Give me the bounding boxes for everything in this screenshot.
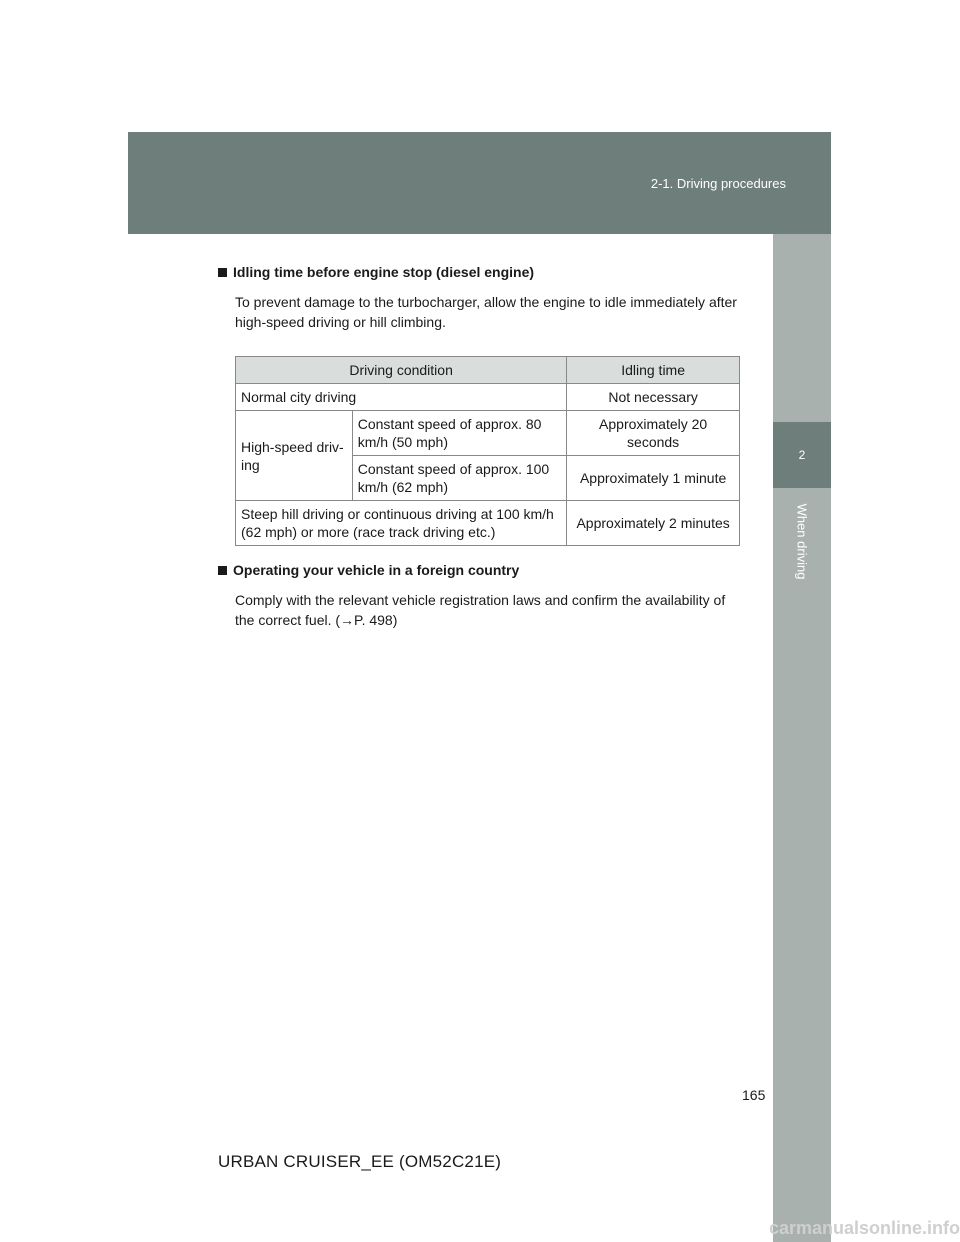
cell-condition: Constant speed of approx. 80 km/h (50 mph)	[352, 411, 566, 456]
foreign-heading-text: Operating your vehicle in a foreign country	[233, 562, 520, 578]
page-content	[218, 262, 743, 630]
idling-heading	[218, 262, 743, 282]
chapter-tab	[773, 422, 831, 488]
cell-time: Not necessary	[567, 384, 740, 411]
footer-model: URBAN CRUISER_EE (OM52C21E)	[218, 1152, 502, 1171]
cell-high-speed-group: High-speed driv-ing	[236, 411, 353, 501]
foreign-heading	[218, 560, 743, 580]
cell-time: Approximately 1 minute	[567, 456, 740, 501]
cell-time: Approximately 2 minutes	[567, 501, 740, 546]
table-row	[236, 384, 740, 411]
table-row	[236, 501, 740, 546]
section-title: 2-1. Driving procedures	[650, 176, 786, 191]
idling-description: To prevent damage to the turbocharger, allow the engine to idle immediately after high-speed driving or hill climbing.	[235, 294, 737, 330]
idling-heading-text: Idling time before engine stop (diesel engine)	[233, 264, 535, 280]
header-idling-time: Idling time	[567, 357, 740, 384]
side-strip	[773, 234, 831, 1242]
table-header-row	[236, 357, 740, 384]
table-row	[236, 411, 740, 456]
square-bullet-icon	[218, 566, 227, 575]
square-bullet-icon	[218, 268, 227, 277]
chapter-title: When driving	[794, 503, 810, 580]
foreign-section	[218, 560, 743, 630]
cell-condition: Steep hill driving or continuous driving at 100 km/h (62 mph) or more (race track driving etc.)	[236, 501, 567, 546]
cell-time: Approximately 20 seconds	[567, 411, 740, 456]
cell-condition: Normal city driving	[236, 384, 567, 411]
foreign-description: Comply with the relevant vehicle registration laws and confirm the availability of the correct fuel. (→P. 498)	[235, 592, 726, 628]
cell-condition: Constant speed of approx. 100 km/h (62 mph)	[352, 456, 566, 501]
header-driving-condition: Driving condition	[236, 357, 567, 384]
page-number: 165	[742, 1087, 766, 1103]
header-band	[128, 132, 831, 234]
watermark: carmanualsonline.info	[768, 1218, 960, 1238]
chapter-number: 2	[798, 448, 806, 462]
idling-table	[235, 356, 740, 546]
